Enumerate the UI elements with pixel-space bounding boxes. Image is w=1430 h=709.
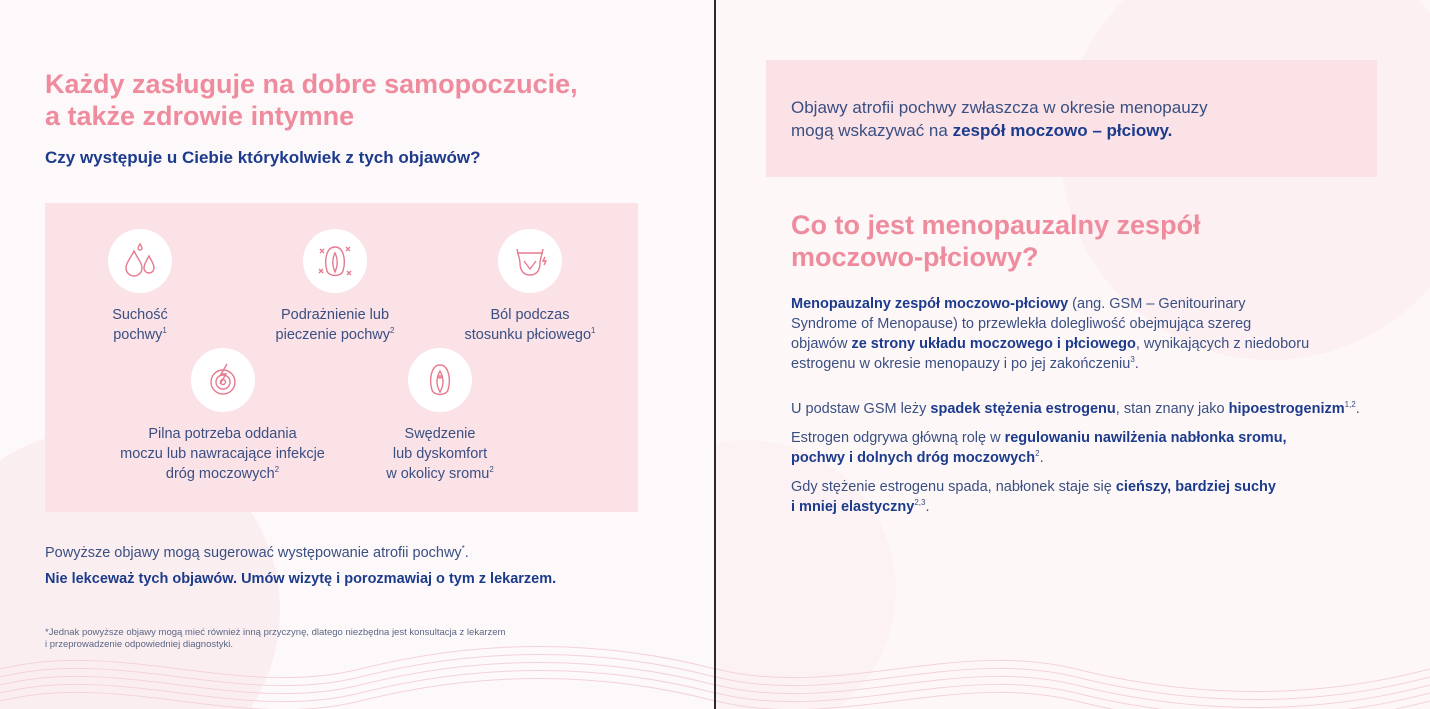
body-text: . bbox=[1355, 401, 1360, 417]
bold-text: pochwy i dolnych dróg moczowych bbox=[791, 450, 1036, 466]
page-title bbox=[45, 68, 578, 132]
pelvic-pain-icon bbox=[498, 229, 562, 293]
symptom-dryness bbox=[85, 229, 195, 345]
symptom-line: moczu lub nawracające infekcje bbox=[120, 446, 325, 462]
droplets-icon bbox=[108, 229, 172, 293]
symptom-panel bbox=[45, 203, 638, 512]
note-end: . bbox=[464, 545, 469, 561]
bold-text: cieńszy, bardziej suchy bbox=[1115, 479, 1276, 495]
doctor-cta: Nie lekceważ tych objawów. Umów wizytę i porozmawiaj o tym z lekarzem. bbox=[45, 571, 557, 587]
section-title bbox=[791, 209, 1201, 273]
body-text: . bbox=[1134, 356, 1139, 372]
body-text: U podstaw GSM leży bbox=[791, 401, 931, 417]
reference-sup: 2 bbox=[390, 326, 395, 336]
symptom-line: w okolicy sromu bbox=[386, 466, 490, 482]
body-text: estrogenu w okresie menopauzy i po jej zakończeniu bbox=[791, 356, 1131, 372]
gsm-cause bbox=[791, 399, 1360, 419]
symptom-line: pochwy bbox=[113, 327, 163, 343]
body-text: . bbox=[1039, 450, 1044, 466]
highlight-box bbox=[766, 60, 1377, 177]
body-text: . bbox=[925, 499, 930, 515]
symptom-pain bbox=[455, 229, 605, 345]
symptom-line: Swędzenie bbox=[404, 426, 476, 442]
reference-sup: 1 bbox=[591, 326, 596, 336]
bold-text: regulowaniu nawilżenia nabłonka sromu, bbox=[1004, 430, 1287, 446]
footnote-line: i przeprowadzenie odpowiedniej diagnostyki. bbox=[45, 639, 234, 650]
symptom-line: pieczenie pochwy bbox=[275, 327, 390, 343]
footnote-line: *Jednak powyższe objawy mogą mieć również inną przyczynę, dlatego niezbędna jest konsultacja z lekarzem bbox=[45, 627, 506, 638]
estrogen-decline bbox=[791, 477, 1276, 517]
symptom-line: Suchość bbox=[112, 307, 168, 323]
body-text: Syndrome of Menopause) to przewlekła dolegliwość obejmująca szereg bbox=[791, 316, 1252, 332]
symptom-line: stosunku płciowego bbox=[464, 327, 592, 343]
symptom-line: dróg moczowych bbox=[165, 466, 275, 482]
body-text: , wynikających z niedoboru bbox=[1135, 336, 1310, 352]
symptom-line: lub dyskomfort bbox=[392, 446, 488, 462]
bold-text: spadek stężenia estrogenu bbox=[930, 401, 1116, 417]
highlight-line-1: Objawy atrofii pochwy zwłaszcza w okresie menopauzy bbox=[791, 98, 1208, 117]
atrophy-note bbox=[45, 545, 469, 561]
body-text: Estrogen odgrywa główną rolę w bbox=[791, 430, 1005, 446]
body-text: objawów bbox=[791, 336, 852, 352]
bold-text: i mniej elastyczny bbox=[791, 499, 915, 515]
highlight-text bbox=[791, 96, 1208, 142]
reference-sup: 2 bbox=[274, 465, 280, 475]
symptom-line: Ból podczas bbox=[490, 307, 570, 323]
title-line-2: moczowo-płciowy? bbox=[791, 242, 1039, 272]
reference-sup: 2 bbox=[1035, 449, 1040, 459]
symptom-urgency bbox=[105, 348, 340, 484]
estrogen-role bbox=[791, 428, 1287, 468]
note-asterisk: * bbox=[461, 544, 465, 554]
title-line-2: a także zdrowie intymne bbox=[45, 101, 355, 131]
symptom-question: Czy występuje u Ciebie którykolwiek z tych objawów? bbox=[45, 148, 481, 167]
reference-sup: 2 bbox=[489, 465, 494, 475]
note-text: Powyższe objawy mogą sugerować występowanie atrofii pochwy bbox=[45, 545, 462, 561]
title-line-1: Każdy zasługuje na dobre samopoczucie, bbox=[45, 69, 578, 99]
body-text: Gdy stężenie estrogenu spada, nabłonek staje się bbox=[791, 479, 1116, 495]
bold-text: hipoestrogenizm bbox=[1228, 401, 1345, 417]
reference-sup: 1,2 bbox=[1344, 400, 1356, 410]
symptom-line: Pilna potrzeba oddania bbox=[148, 426, 297, 442]
bold-text: ze strony układu moczowego i płciowego bbox=[851, 336, 1136, 352]
gsm-definition bbox=[791, 294, 1309, 374]
irritation-icon bbox=[303, 229, 367, 293]
reference-sup: 2,3 bbox=[914, 498, 926, 508]
wave-pattern bbox=[716, 629, 1430, 709]
footnote bbox=[45, 627, 505, 651]
right-page bbox=[716, 0, 1430, 709]
symptom-irritation bbox=[260, 229, 410, 345]
highlight-line-2: mogą wskazywać na bbox=[791, 121, 953, 140]
bold-text: Menopauzalny zespół moczowo-płciowy bbox=[791, 296, 1069, 312]
body-text: (ang. GSM – Genitourinary bbox=[1068, 296, 1246, 312]
reference-sup: 1 bbox=[162, 326, 167, 336]
symptom-line: Podrażnienie lub bbox=[280, 307, 390, 323]
vulva-icon bbox=[408, 348, 472, 412]
bladder-urgency-icon bbox=[191, 348, 255, 412]
body-text: , stan znany jako bbox=[1115, 401, 1229, 417]
symptom-itching bbox=[375, 348, 505, 484]
reference-sup: 3 bbox=[1130, 355, 1135, 365]
highlight-bold: zespół moczowo – płciowy. bbox=[952, 121, 1173, 140]
title-line-1: Co to jest menopauzalny zespół bbox=[791, 210, 1201, 240]
